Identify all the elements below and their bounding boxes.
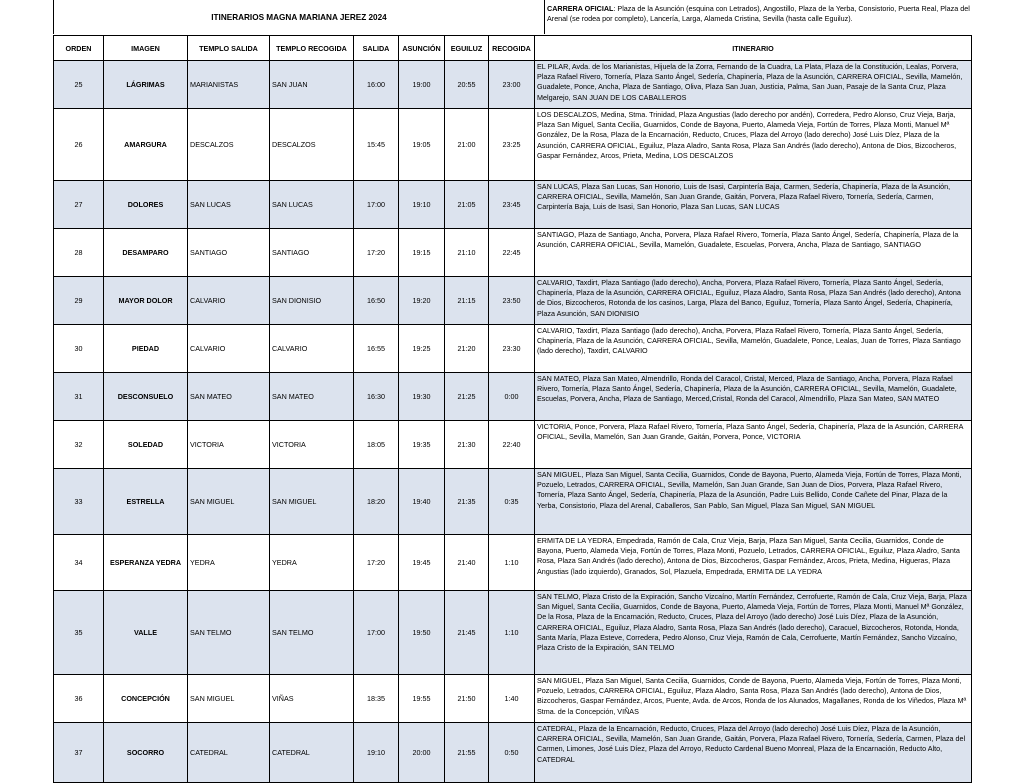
row-orden: 32 xyxy=(54,421,104,469)
row-eguiluz: 21:35 xyxy=(445,469,489,535)
row-itinerario: VICTORIA, Ponce, Porvera, Plaza Rafael Rivero, Tornería, Plaza Santo Ángel, Sedería, Chapinería, Plaza de la Asunción, CARRERA OFICIAL, Sevilla, Mamelón, San Juan Grande, Gaitán, Porvera, Ponce, VICTORIA xyxy=(535,421,972,469)
table-row xyxy=(54,277,972,325)
row-templo-recogida: SANTIAGO xyxy=(270,229,354,277)
header-itinerario: ITINERARIO xyxy=(535,36,972,61)
row-imagen: DESCONSUELO xyxy=(104,373,188,421)
row-templo-salida: CATEDRAL xyxy=(188,723,270,783)
row-imagen: SOLEDAD xyxy=(104,421,188,469)
row-recogida: 1:40 xyxy=(489,675,535,723)
row-templo-salida: SAN LUCAS xyxy=(188,181,270,229)
note-label: CARRERA OFICIAL xyxy=(547,4,614,13)
row-imagen: ESTRELLA xyxy=(104,469,188,535)
row-orden: 26 xyxy=(54,109,104,181)
row-itinerario: CALVARIO, Taxdirt, Plaza Santiago (lado derecho), Ancha, Porvera, Plaza Rafael Rivero, Tornería, Plaza Santo Ángel, Sedería, Chapinería, Plaza de la Asunción, CARRERA OFICIAL, Eguiluz, Plaza Aladro, Santa Rosa, Plaza San Andrés (lado derecho), Antona de Dios, Bizcocheros, Rotonda de los casinos, Larga, Plaza del Banco, Eguiluz, Tornería, Plaza Santo Ángel, Sedería, Chapinería, Plaza Asunción, SAN DIONISIO xyxy=(535,277,972,325)
row-asuncion: 19:40 xyxy=(399,469,445,535)
header-row xyxy=(54,36,972,61)
row-recogida: 23:50 xyxy=(489,277,535,325)
row-salida: 18:05 xyxy=(354,421,399,469)
row-asuncion: 19:25 xyxy=(399,325,445,373)
row-orden: 31 xyxy=(54,373,104,421)
table-row xyxy=(54,229,972,277)
row-eguiluz: 21:20 xyxy=(445,325,489,373)
row-orden: 28 xyxy=(54,229,104,277)
row-orden: 36 xyxy=(54,675,104,723)
header-orden: ORDEN xyxy=(54,36,104,61)
row-eguiluz: 21:00 xyxy=(445,109,489,181)
row-recogida: 1:10 xyxy=(489,535,535,591)
table-row xyxy=(54,469,972,535)
row-templo-recogida: SAN DIONISIO xyxy=(270,277,354,325)
row-itinerario: CATEDRAL, Plaza de la Encarnación, Reducto, Cruces, Plaza del Arroyo (lado derecho) José Luis Díez, Plaza de la Asunción, CARRERA OFICIAL, Sevilla, Mamelón, San Juan Grande, Gaitán, Porvera, Plaza Rafael Rivero, Tornería, Sedería, Carmen, Plaza del Carmen, Limones, José Luis Díez, Plaza del Arroyo, Reducto Cardenal Bueno Monreal, Plaza de la Encarnación, Reducto Alto, CATEDRAL xyxy=(535,723,972,783)
row-recogida: 23:25 xyxy=(489,109,535,181)
row-templo-salida: DESCALZOS xyxy=(188,109,270,181)
row-recogida: 23:00 xyxy=(489,61,535,109)
row-templo-salida: SAN MIGUEL xyxy=(188,675,270,723)
row-itinerario: EL PILAR, Avda. de los Marianistas, Hijuela de la Zorra, Fernando de la Cuadra, La Plata, Plaza de la Constitución, Lealas, Porvera, Plaza Rafael Rivero, Tornería, Plaza Santo Ángel, Sedería, Chapinería, Plaza de la Asunción, CARRERA OFICIAL, Sevilla, Mamelón, Guadalete, Ponce, Ancha, Plaza de Santiago, Oliva, Plaza San Juan, Justicia, Palma, San Juan, Pasaje de la Santa Cruz, Plaza Melgarejo, SAN JUAN DE LOS CABALLEROS xyxy=(535,61,972,109)
header-salida: SALIDA xyxy=(354,36,399,61)
note-text: : Plaza de la Asunción (esquina con Letrados), Angostillo, Plaza de la Yerba, Consistorio, Puerta Real, Plaza del Arenal (se rodea por completo), Lancería, Larga, Alameda Cristina, Sevilla (hasta calle Eguiluz). xyxy=(547,4,970,24)
row-orden: 25 xyxy=(54,61,104,109)
row-eguiluz: 20:55 xyxy=(445,61,489,109)
row-orden: 37 xyxy=(54,723,104,783)
row-salida: 16:00 xyxy=(354,61,399,109)
row-templo-salida: SAN MIGUEL xyxy=(188,469,270,535)
row-templo-recogida: SAN MATEO xyxy=(270,373,354,421)
row-salida: 16:50 xyxy=(354,277,399,325)
row-templo-recogida: VIÑAS xyxy=(270,675,354,723)
row-orden: 30 xyxy=(54,325,104,373)
table-row xyxy=(54,675,972,723)
row-salida: 15:45 xyxy=(354,109,399,181)
row-recogida: 0:50 xyxy=(489,723,535,783)
row-eguiluz: 21:30 xyxy=(445,421,489,469)
table-row xyxy=(54,591,972,675)
itinerary-table xyxy=(53,35,972,783)
table-row xyxy=(54,373,972,421)
row-recogida: 22:45 xyxy=(489,229,535,277)
row-asuncion: 19:45 xyxy=(399,535,445,591)
row-eguiluz: 21:40 xyxy=(445,535,489,591)
row-salida: 17:00 xyxy=(354,591,399,675)
row-imagen: SOCORRO xyxy=(104,723,188,783)
row-templo-recogida: SAN TELMO xyxy=(270,591,354,675)
row-templo-recogida: DESCALZOS xyxy=(270,109,354,181)
row-asuncion: 19:55 xyxy=(399,675,445,723)
row-asuncion: 19:10 xyxy=(399,181,445,229)
header-templo-recogida: TEMPLO RECOGIDA xyxy=(270,36,354,61)
row-templo-recogida: CATEDRAL xyxy=(270,723,354,783)
table-row xyxy=(54,109,972,181)
row-salida: 17:00 xyxy=(354,181,399,229)
row-recogida: 22:40 xyxy=(489,421,535,469)
row-asuncion: 19:05 xyxy=(399,109,445,181)
row-recogida: 1:10 xyxy=(489,591,535,675)
row-recogida: 23:45 xyxy=(489,181,535,229)
row-templo-salida: YEDRA xyxy=(188,535,270,591)
row-itinerario: SANTIAGO, Plaza de Santiago, Ancha, Porvera, Plaza Rafael Rivero, Tornería, Plaza Santo Ángel, Sedería, Chapinería, Plaza de la Asunción, CARRERA OFICIAL, Sevilla, Mamelón, Guadalete, Escuelas, Porvera, Ancha, Plaza de Santiago, SANTIAGO xyxy=(535,229,972,277)
row-asuncion: 19:00 xyxy=(399,61,445,109)
row-templo-salida: CALVARIO xyxy=(188,277,270,325)
row-asuncion: 19:15 xyxy=(399,229,445,277)
row-eguiluz: 21:45 xyxy=(445,591,489,675)
row-salida: 17:20 xyxy=(354,229,399,277)
row-recogida: 0:00 xyxy=(489,373,535,421)
header-imagen: IMAGEN xyxy=(104,36,188,61)
row-eguiluz: 21:25 xyxy=(445,373,489,421)
row-eguiluz: 21:50 xyxy=(445,675,489,723)
table-row xyxy=(54,421,972,469)
row-orden: 33 xyxy=(54,469,104,535)
row-orden: 29 xyxy=(54,277,104,325)
row-imagen: VALLE xyxy=(104,591,188,675)
row-itinerario: ERMITA DE LA YEDRA, Empedrada, Ramón de Cala, Cruz Vieja, Barja, Plaza San Miguel, Santa Cecilia, Guarnidos, Conde de Bayona, Puerto, Alameda Vieja, Fortún de Torres, Plaza Monti, Pozuelo, Letrados, CARRERA OFICIAL, Eguiluz, Plaza Aladro, Santa Rosa, Plaza San Andrés (lado derecho), Antona de Dios, Bizcocheros, Gaspar Fernández, Arcos, Prieta, Medina, Higueras, Plaza Angustias (lado izquierdo), Granados, Sol, Plazuela, Empedrada, ERMITA DE LA YEDRA xyxy=(535,535,972,591)
row-eguiluz: 21:15 xyxy=(445,277,489,325)
row-templo-salida: SAN TELMO xyxy=(188,591,270,675)
row-eguiluz: 21:10 xyxy=(445,229,489,277)
row-itinerario: CALVARIO, Taxdirt, Plaza Santiago (lado derecho), Ancha, Porvera, Plaza Rafael Rivero, Tornería, Plaza Santo Ángel, Sedería, Chapinería, Plaza de la Asunción, CARRERA OFICIAL, Sevilla, Mamelón, Guadalete, Ponce, Lealas, Juan de Torres, Plaza Santiago (lado derecho), Taxdirt, CALVARIO xyxy=(535,325,972,373)
table-row xyxy=(54,61,972,109)
row-imagen: MAYOR DOLOR xyxy=(104,277,188,325)
row-recogida: 23:30 xyxy=(489,325,535,373)
row-templo-recogida: SAN JUAN xyxy=(270,61,354,109)
row-itinerario: SAN MIGUEL, Plaza San Miguel, Santa Cecilia, Guarnidos, Conde de Bayona, Puerto, Alameda Vieja, Fortún de Torres, Plaza Monti, Pozuelo, Letrados, CARRERA OFICIAL, Sevilla, Mamelón, San Juan Grande, San Juan de Dios, Porvera, Plaza Rafael Rivero, Tornería, Plaza Santo Ángel, Sedería, Chapinería, Plaza de la Asunción, Padre Luis Bellido, Conde Cañete del Pinar, Plaza de la Yerba, Consistorio, Plaza del Arenal, Caballeros, San Pablo, San Miguel, Plaza San Miguel, SAN MIGUEL xyxy=(535,469,972,535)
row-itinerario: SAN TELMO, Plaza Cristo de la Expiración, Sancho Vizcaíno, Martín Fernández, Cerrofuerte, Ramón de Cala, Cruz Vieja, Barja, Plaza San Miguel, Santa Cecilia, Guarnidos, Conde de Bayona, Puerto, Alameda Vieja, Fortún de Torres, Plaza Monti, Manuel Mª González, De la Rosa, Plaza de la Encarnación, Reducto, Cruces, Plaza del Arroyo (lado derecho) José Luis Díez, Plaza de la Asunción, CARRERA OFICIAL, Eguiluz, Plaza Aladro, Santa Rosa, Plaza San Andrés (lado derecho), Caracuel, Bizcocheros, Rotonda, Honda, Santa María, Plaza Esteve, Corredera, Pedro Alonso, Cruz Vieja, Ramón de Cala, Cerrofuerte, Martín Fernández, Sancho Vizcaíno, Plaza Cristo de la Expiración, SAN TELMO xyxy=(535,591,972,675)
row-imagen: DOLORES xyxy=(104,181,188,229)
row-templo-recogida: CALVARIO xyxy=(270,325,354,373)
row-itinerario: LOS DESCALZOS, Medina, Stma. Trinidad, Plaza Angustias (lado derecho por andén), Corredera, Pedro Alonso, Cruz Vieja, Barja, Plaza San Miguel, Santa Cecilia, Guarnidos, Conde de Bayona, Puerto, Alameda Vieja, Fortún de Torres, Plaza Monti, Manuel Mª González, De la Rosa, Plaza de la Encarnación, Reducto, Cruces, Plaza del Arroyo (lado derecho) José Luis Díez, Plaza de la Asunción, CARRERA OFICIAL, Eguiluz, Plaza Aladro, Santa Rosa, Plaza San Andrés (lado derecho), Antona de Dios, Bizcocheros, Gaspar Fernández, Arcos, Prieta, Medina, LOS DESCALZOS xyxy=(535,109,972,181)
row-eguiluz: 21:55 xyxy=(445,723,489,783)
row-imagen: LÁGRIMAS xyxy=(104,61,188,109)
table-row xyxy=(54,325,972,373)
row-imagen: AMARGURA xyxy=(104,109,188,181)
row-salida: 18:35 xyxy=(354,675,399,723)
header-templo-salida: TEMPLO SALIDA xyxy=(188,36,270,61)
row-templo-salida: MARIANISTAS xyxy=(188,61,270,109)
row-templo-recogida: YEDRA xyxy=(270,535,354,591)
row-templo-salida: CALVARIO xyxy=(188,325,270,373)
row-eguiluz: 21:05 xyxy=(445,181,489,229)
carrera-oficial-note xyxy=(547,4,971,34)
row-imagen: DESAMPARO xyxy=(104,229,188,277)
table-row xyxy=(54,181,972,229)
row-asuncion: 20:00 xyxy=(399,723,445,783)
header-recogida: RECOGIDA xyxy=(489,36,535,61)
row-salida: 17:20 xyxy=(354,535,399,591)
row-imagen: ESPERANZA YEDRA xyxy=(104,535,188,591)
table-row xyxy=(54,535,972,591)
row-templo-recogida: SAN LUCAS xyxy=(270,181,354,229)
row-imagen: CONCEPCIÓN xyxy=(104,675,188,723)
row-itinerario: SAN MATEO, Plaza San Mateo, Almendrillo, Ronda del Caracol, Cristal, Merced, Plaza de Santiago, Ancha, Porvera, Plaza Rafael Rivero, Tornería, Plaza Santo Ángel, Sedería, Chapinería, Plaza de la Asunción, CARRERA OFICIAL, Sevilla, Mamelón, Guadalete, Escuelas, Porvera, Ancha, Plaza de Santiago, Merced,Cristal, Ronda del Caracol, Almendrillo, Plaza San Mateo, SAN MATEO xyxy=(535,373,972,421)
row-templo-recogida: VICTORIA xyxy=(270,421,354,469)
row-imagen: PIEDAD xyxy=(104,325,188,373)
table-row xyxy=(54,723,972,783)
row-salida: 16:30 xyxy=(354,373,399,421)
row-recogida: 0:35 xyxy=(489,469,535,535)
table-body xyxy=(54,61,972,783)
row-salida: 18:20 xyxy=(354,469,399,535)
row-templo-salida: SANTIAGO xyxy=(188,229,270,277)
header-eguiluz: EGUILUZ xyxy=(445,36,489,61)
row-orden: 27 xyxy=(54,181,104,229)
row-asuncion: 19:35 xyxy=(399,421,445,469)
row-orden: 34 xyxy=(54,535,104,591)
row-templo-recogida: SAN MIGUEL xyxy=(270,469,354,535)
row-asuncion: 19:50 xyxy=(399,591,445,675)
document-title: ITINERARIOS MAGNA MARIANA JEREZ 2024 xyxy=(53,0,545,34)
row-asuncion: 19:30 xyxy=(399,373,445,421)
row-salida: 16:55 xyxy=(354,325,399,373)
row-orden: 35 xyxy=(54,591,104,675)
header-asuncion: ASUNCIÓN xyxy=(399,36,445,61)
row-itinerario: SAN LUCAS, Plaza San Lucas, San Honorio, Luis de Isasi, Carpintería Baja, Carmen, Sedería, Chapinería, Plaza de la Asunción, CARRERA OFICIAL, Sevilla, Mamelón, San Juan Grande, Gaitán, Porvera, Plaza Rafael Rivero, Tornería, Sedería, Carmen, Carpintería Baja, Luis de Isasi, San Honorio, Plaza San Lucas, SAN LUCAS xyxy=(535,181,972,229)
row-itinerario: SAN MIGUEL, Plaza San Miguel, Santa Cecilia, Guarnidos, Conde de Bayona, Puerto, Alameda Vieja, Fortún de Torres, Plaza Monti, Pozuelo, Letrados, CARRERA OFICIAL, Eguiluz, Plaza Aladro, Santa Rosa, Plaza San Andrés (lado derecho), Antona de Dios, Bizcocheros, Gaspar Fernández, Arcos, Puente, Avda. de Arcos, Ronda de los Alunados, Magallanes, Ronda de los Viñedos, Plaza Mª Stma. de la Concepción, VIÑAS xyxy=(535,675,972,723)
row-templo-salida: SAN MATEO xyxy=(188,373,270,421)
row-templo-salida: VICTORIA xyxy=(188,421,270,469)
row-asuncion: 19:20 xyxy=(399,277,445,325)
row-salida: 19:10 xyxy=(354,723,399,783)
